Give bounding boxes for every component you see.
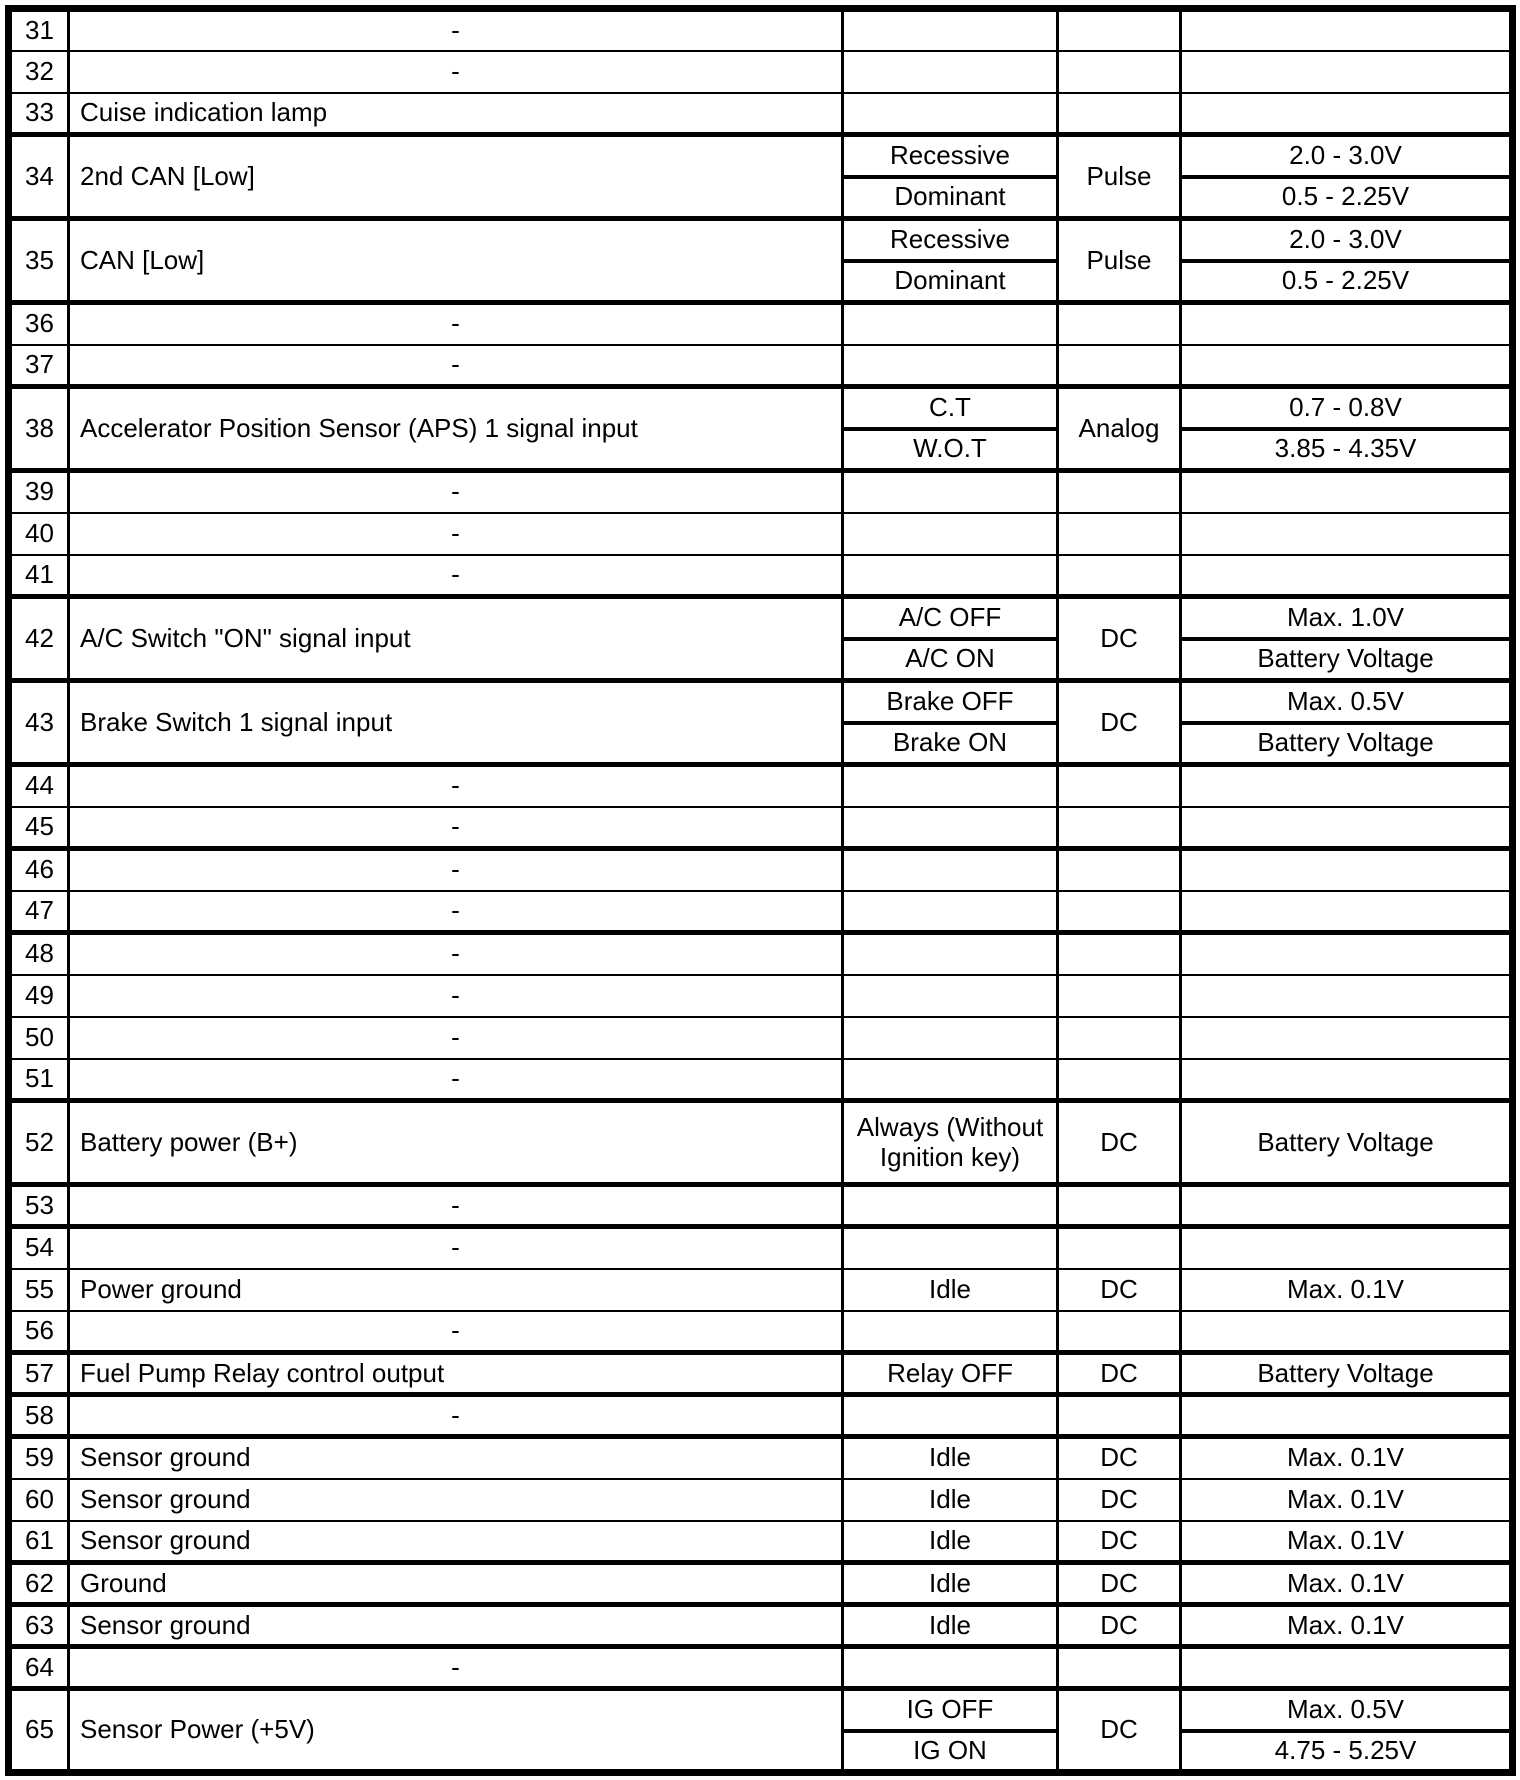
condition-cell — [843, 555, 1058, 597]
pin-cell: 43 — [9, 681, 69, 765]
type-cell: Analog — [1058, 387, 1181, 471]
value-cell — [1181, 471, 1513, 513]
type-cell — [1058, 1185, 1181, 1227]
value-cell — [1181, 765, 1513, 807]
type-cell — [1058, 975, 1181, 1017]
type-cell — [1058, 51, 1181, 93]
pin-cell: 55 — [9, 1269, 69, 1311]
condition-cell — [843, 807, 1058, 849]
condition-cell — [843, 51, 1058, 93]
table-row — [9, 555, 1513, 597]
value-cell: 4.75 - 5.25V — [1181, 1731, 1513, 1773]
type-cell — [1058, 9, 1181, 51]
value-cell — [1181, 9, 1513, 51]
table-row — [9, 681, 1513, 723]
description-cell: Power ground — [69, 1269, 843, 1311]
pin-cell: 63 — [9, 1605, 69, 1647]
pin-cell: 64 — [9, 1647, 69, 1689]
type-cell — [1058, 1017, 1181, 1059]
condition-cell — [843, 93, 1058, 135]
table-row — [9, 1605, 1513, 1647]
pin-cell: 38 — [9, 387, 69, 471]
table-row — [9, 135, 1513, 177]
condition-cell — [843, 1395, 1058, 1437]
condition-cell: Recessive — [843, 219, 1058, 261]
value-cell — [1181, 1017, 1513, 1059]
table-row — [9, 303, 1513, 345]
value-cell: Max. 0.1V — [1181, 1479, 1513, 1521]
type-cell: Pulse — [1058, 219, 1181, 303]
description-cell: - — [69, 9, 843, 51]
table-row — [9, 219, 1513, 261]
table-row — [9, 1395, 1513, 1437]
condition-cell: Always (Without Ignition key) — [843, 1101, 1058, 1185]
condition-cell: Relay OFF — [843, 1353, 1058, 1395]
table-row — [9, 93, 1513, 135]
pin-cell: 33 — [9, 93, 69, 135]
pin-cell: 46 — [9, 849, 69, 891]
value-cell: 0.5 - 2.25V — [1181, 261, 1513, 303]
value-cell: Max. 1.0V — [1181, 597, 1513, 639]
table-row — [9, 1227, 1513, 1269]
value-cell — [1181, 345, 1513, 387]
condition-cell — [843, 1017, 1058, 1059]
description-cell: - — [69, 975, 843, 1017]
pin-cell: 44 — [9, 765, 69, 807]
pin-cell: 40 — [9, 513, 69, 555]
condition-cell — [843, 1311, 1058, 1353]
table-row — [9, 849, 1513, 891]
type-cell: DC — [1058, 597, 1181, 681]
pin-cell: 65 — [9, 1689, 69, 1773]
pin-cell: 45 — [9, 807, 69, 849]
pin-cell: 53 — [9, 1185, 69, 1227]
condition-cell: Idle — [843, 1479, 1058, 1521]
condition-cell: W.O.T — [843, 429, 1058, 471]
value-cell: Max. 0.1V — [1181, 1563, 1513, 1605]
value-cell — [1181, 555, 1513, 597]
description-cell: - — [69, 1311, 843, 1353]
table-row — [9, 1185, 1513, 1227]
description-cell: Sensor ground — [69, 1521, 843, 1563]
description-cell: Fuel Pump Relay control output — [69, 1353, 843, 1395]
pin-cell: 54 — [9, 1227, 69, 1269]
type-cell: Pulse — [1058, 135, 1181, 219]
value-cell — [1181, 1311, 1513, 1353]
description-cell: - — [69, 51, 843, 93]
value-cell: 2.0 - 3.0V — [1181, 219, 1513, 261]
description-cell: - — [69, 555, 843, 597]
condition-cell — [843, 471, 1058, 513]
pin-cell: 42 — [9, 597, 69, 681]
value-cell: Max. 0.1V — [1181, 1521, 1513, 1563]
type-cell: DC — [1058, 1563, 1181, 1605]
pin-cell: 57 — [9, 1353, 69, 1395]
condition-cell — [843, 1185, 1058, 1227]
type-cell: DC — [1058, 1479, 1181, 1521]
value-cell: 2.0 - 3.0V — [1181, 135, 1513, 177]
condition-cell: Brake ON — [843, 723, 1058, 765]
description-cell: Sensor ground — [69, 1605, 843, 1647]
pin-cell: 60 — [9, 1479, 69, 1521]
description-cell: - — [69, 891, 843, 933]
type-cell: DC — [1058, 681, 1181, 765]
condition-cell: IG ON — [843, 1731, 1058, 1773]
value-cell: Battery Voltage — [1181, 723, 1513, 765]
pin-cell: 62 — [9, 1563, 69, 1605]
type-cell — [1058, 1227, 1181, 1269]
condition-cell: Idle — [843, 1437, 1058, 1479]
value-cell — [1181, 1395, 1513, 1437]
pin-cell: 48 — [9, 933, 69, 975]
type-cell: DC — [1058, 1521, 1181, 1563]
pin-cell: 39 — [9, 471, 69, 513]
condition-cell: Idle — [843, 1521, 1058, 1563]
condition-cell: A/C ON — [843, 639, 1058, 681]
table-row — [9, 387, 1513, 429]
type-cell — [1058, 933, 1181, 975]
description-cell: - — [69, 303, 843, 345]
description-cell: - — [69, 471, 843, 513]
description-cell: - — [69, 765, 843, 807]
type-cell — [1058, 555, 1181, 597]
condition-cell: Dominant — [843, 261, 1058, 303]
value-cell: 0.5 - 2.25V — [1181, 177, 1513, 219]
condition-cell — [843, 1227, 1058, 1269]
type-cell — [1058, 93, 1181, 135]
value-cell: Max. 0.1V — [1181, 1269, 1513, 1311]
table-row — [9, 975, 1513, 1017]
value-cell — [1181, 807, 1513, 849]
pin-cell: 34 — [9, 135, 69, 219]
table-row — [9, 1311, 1513, 1353]
table-row — [9, 1689, 1513, 1731]
description-cell: Brake Switch 1 signal input — [69, 681, 843, 765]
value-cell — [1181, 1059, 1513, 1101]
table-row — [9, 1353, 1513, 1395]
condition-cell: Idle — [843, 1605, 1058, 1647]
pin-cell: 35 — [9, 219, 69, 303]
value-cell: Max. 0.5V — [1181, 1689, 1513, 1731]
table-row — [9, 891, 1513, 933]
description-cell: - — [69, 345, 843, 387]
table-row — [9, 1437, 1513, 1479]
value-cell — [1181, 933, 1513, 975]
condition-cell: Brake OFF — [843, 681, 1058, 723]
description-cell: Accelerator Position Sensor (APS) 1 signal input — [69, 387, 843, 471]
value-cell: Max. 0.1V — [1181, 1437, 1513, 1479]
value-cell — [1181, 93, 1513, 135]
type-cell — [1058, 849, 1181, 891]
type-cell — [1058, 1059, 1181, 1101]
pin-cell: 47 — [9, 891, 69, 933]
type-cell: DC — [1058, 1689, 1181, 1773]
value-cell — [1181, 303, 1513, 345]
type-cell: DC — [1058, 1605, 1181, 1647]
description-cell: Battery power (B+) — [69, 1101, 843, 1185]
pin-cell: 52 — [9, 1101, 69, 1185]
pin-cell: 49 — [9, 975, 69, 1017]
value-cell — [1181, 1227, 1513, 1269]
condition-cell: Idle — [843, 1269, 1058, 1311]
type-cell: DC — [1058, 1353, 1181, 1395]
description-cell: - — [69, 1395, 843, 1437]
type-cell — [1058, 303, 1181, 345]
table-row — [9, 9, 1513, 51]
pin-table-body — [9, 9, 1513, 1773]
table-row — [9, 933, 1513, 975]
value-cell: Battery Voltage — [1181, 1353, 1513, 1395]
type-cell: DC — [1058, 1101, 1181, 1185]
description-cell: - — [69, 1647, 843, 1689]
type-cell: DC — [1058, 1269, 1181, 1311]
description-cell: CAN [Low] — [69, 219, 843, 303]
pin-cell: 50 — [9, 1017, 69, 1059]
table-row — [9, 1563, 1513, 1605]
table-row — [9, 1647, 1513, 1689]
description-cell: A/C Switch "ON" signal input — [69, 597, 843, 681]
condition-cell: IG OFF — [843, 1689, 1058, 1731]
type-cell — [1058, 513, 1181, 555]
table-row — [9, 1521, 1513, 1563]
type-cell — [1058, 1647, 1181, 1689]
value-cell: Max. 0.5V — [1181, 681, 1513, 723]
pin-cell: 61 — [9, 1521, 69, 1563]
pin-cell: 31 — [9, 9, 69, 51]
condition-cell: Recessive — [843, 135, 1058, 177]
type-cell — [1058, 1311, 1181, 1353]
value-cell — [1181, 1647, 1513, 1689]
condition-cell: Idle — [843, 1563, 1058, 1605]
table-row — [9, 513, 1513, 555]
description-cell: - — [69, 933, 843, 975]
condition-cell — [843, 303, 1058, 345]
description-cell: Cuise indication lamp — [69, 93, 843, 135]
description-cell: - — [69, 513, 843, 555]
description-cell: Sensor ground — [69, 1437, 843, 1479]
condition-cell — [843, 975, 1058, 1017]
description-cell: Sensor Power (+5V) — [69, 1689, 843, 1773]
description-cell: Ground — [69, 1563, 843, 1605]
type-cell: DC — [1058, 1437, 1181, 1479]
description-cell: 2nd CAN [Low] — [69, 135, 843, 219]
pin-cell: 51 — [9, 1059, 69, 1101]
pin-cell: 56 — [9, 1311, 69, 1353]
value-cell: 0.7 - 0.8V — [1181, 387, 1513, 429]
pin-cell: 36 — [9, 303, 69, 345]
value-cell — [1181, 51, 1513, 93]
value-cell — [1181, 513, 1513, 555]
type-cell — [1058, 471, 1181, 513]
table-row — [9, 345, 1513, 387]
table-row — [9, 1059, 1513, 1101]
table-row — [9, 51, 1513, 93]
pin-cell: 32 — [9, 51, 69, 93]
condition-cell — [843, 891, 1058, 933]
description-cell: - — [69, 849, 843, 891]
description-cell: Sensor ground — [69, 1479, 843, 1521]
condition-cell: Dominant — [843, 177, 1058, 219]
pin-cell: 37 — [9, 345, 69, 387]
value-cell — [1181, 975, 1513, 1017]
condition-cell — [843, 9, 1058, 51]
type-cell — [1058, 1395, 1181, 1437]
condition-cell: C.T — [843, 387, 1058, 429]
table-row — [9, 807, 1513, 849]
condition-cell — [843, 1647, 1058, 1689]
description-cell: - — [69, 1227, 843, 1269]
type-cell — [1058, 765, 1181, 807]
table-row — [9, 1479, 1513, 1521]
table-row — [9, 1269, 1513, 1311]
value-cell — [1181, 891, 1513, 933]
table-row — [9, 1101, 1513, 1185]
pin-voltage-table — [5, 5, 1516, 1776]
table-row — [9, 765, 1513, 807]
pin-cell: 58 — [9, 1395, 69, 1437]
table-row — [9, 597, 1513, 639]
table-row — [9, 471, 1513, 513]
pin-cell: 59 — [9, 1437, 69, 1479]
condition-cell — [843, 933, 1058, 975]
condition-cell — [843, 1059, 1058, 1101]
type-cell — [1058, 807, 1181, 849]
description-cell: - — [69, 807, 843, 849]
condition-cell — [843, 849, 1058, 891]
value-cell: Battery Voltage — [1181, 1101, 1513, 1185]
value-cell — [1181, 1185, 1513, 1227]
description-cell: - — [69, 1017, 843, 1059]
type-cell — [1058, 891, 1181, 933]
value-cell — [1181, 849, 1513, 891]
condition-cell: A/C OFF — [843, 597, 1058, 639]
type-cell — [1058, 345, 1181, 387]
condition-cell — [843, 765, 1058, 807]
value-cell: Battery Voltage — [1181, 639, 1513, 681]
value-cell: 3.85 - 4.35V — [1181, 429, 1513, 471]
description-cell: - — [69, 1185, 843, 1227]
table-row — [9, 1017, 1513, 1059]
condition-cell — [843, 345, 1058, 387]
pin-cell: 41 — [9, 555, 69, 597]
condition-cell — [843, 513, 1058, 555]
description-cell: - — [69, 1059, 843, 1101]
value-cell: Max. 0.1V — [1181, 1605, 1513, 1647]
